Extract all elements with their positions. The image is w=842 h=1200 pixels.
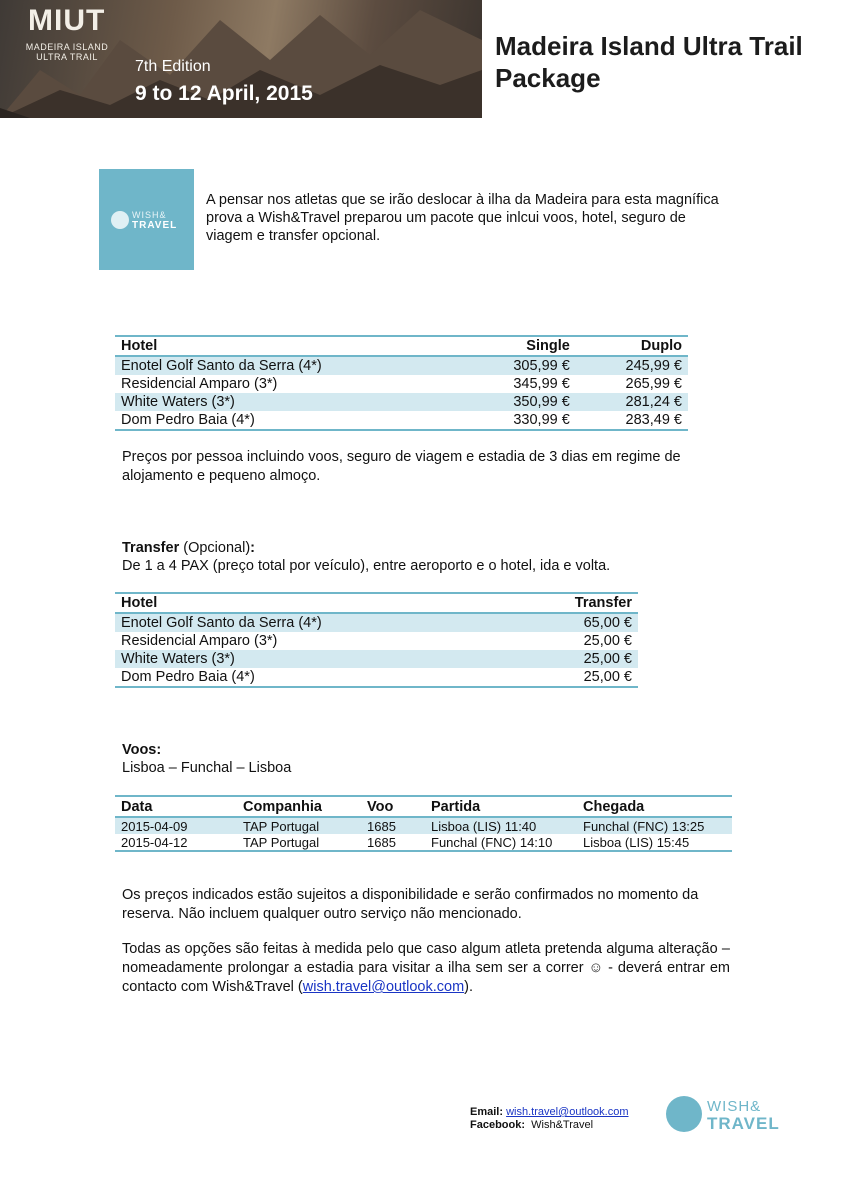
- intro-paragraph: A pensar nos atletas que se irão deslocar à ilha da Madeira para esta magnífica prova a Wish&Travel preparou um pacote que inlcui voos, hotel, seguro de viagem e transfer opcional.: [206, 192, 719, 244]
- table-row: [115, 613, 638, 632]
- hotel-name: Enotel Golf Santo da Serra (4*): [115, 613, 510, 632]
- flights-route: Lisboa – Funchal – Lisboa: [122, 760, 292, 776]
- duplo-price: 265,99 €: [625, 376, 682, 392]
- flight-arrival: Lisboa (LIS) 15:45: [583, 834, 690, 850]
- table-row: [115, 817, 732, 834]
- duplo-price: 281,24 €: [576, 393, 688, 411]
- miut-logo-sub-line1: MADEIRA ISLAND: [25, 42, 109, 52]
- flight-departure: Lisboa (LIS) 11:40: [425, 817, 577, 834]
- table-row: [115, 834, 732, 851]
- flight-date: 2015-04-09: [115, 817, 237, 834]
- transfer-description: De 1 a 4 PAX (preço total por veículo), entre aeroporto e o hotel, ida e volta.: [122, 558, 611, 574]
- flight-arrival: Funchal (FNC) 13:25: [577, 817, 732, 834]
- table-row: [115, 668, 638, 687]
- footer-email-line: [470, 1106, 629, 1119]
- hotel-name: Residencial Amparo (3*): [121, 376, 278, 392]
- col-partida: Partida: [425, 796, 577, 817]
- edition-label: 7th Edition: [135, 58, 211, 75]
- footer-logo-line2: TRAVEL: [707, 1114, 780, 1133]
- col-data: Data: [115, 796, 237, 817]
- table-row: [115, 650, 638, 668]
- disclaimer-paragraph: Os preços indicados estão sujeitos a disponibilidade e serão confirmados no momento da reserva. Não incluem qualquer outro serviço não mencionado.: [122, 887, 699, 922]
- duplo-price: 283,49 €: [625, 412, 682, 428]
- table-row: [115, 393, 688, 411]
- event-dates: 9 to 12 April, 2015: [135, 82, 313, 105]
- logo-line2: TRAVEL: [132, 220, 178, 231]
- hotel-name: Enotel Golf Santo da Serra (4*): [115, 356, 464, 375]
- table-row: [115, 632, 638, 650]
- miut-logo: [0, 0, 116, 104]
- col-duplo: Duplo: [576, 336, 688, 356]
- table-header-row: [115, 796, 732, 817]
- footer-facebook-line: [470, 1119, 629, 1132]
- wish-travel-logo-icon: [111, 211, 129, 229]
- options-text: Todas as opções são feitas à medida pelo que caso algum atleta pretenda alguma alteração – nomeadamente prolongar a estadia para visitar a ilha sem ser a correr ☺ - deverá entrar em contacto com Wish&Travel (: [122, 941, 730, 995]
- miut-logo-sub-line2: ULTRA TRAIL: [36, 52, 98, 62]
- col-companhia: Companhia: [237, 796, 361, 817]
- flight-date: 2015-04-12: [121, 834, 188, 850]
- options-paragraph: [122, 940, 730, 997]
- hotel-name: White Waters (3*): [115, 650, 510, 668]
- flight-number: 1685: [361, 817, 425, 834]
- col-voo: Voo: [361, 796, 425, 817]
- email-link[interactable]: wish.travel@outlook.com: [302, 979, 465, 995]
- footer-logo: [666, 1094, 796, 1134]
- transfer-prices-table: [115, 592, 638, 688]
- single-price: 345,99 €: [513, 376, 570, 392]
- flight-company: TAP Portugal: [237, 817, 361, 834]
- page-title: Madeira Island Ultra Trail Package: [495, 31, 803, 93]
- flight-departure: Funchal (FNC) 14:10: [431, 834, 553, 850]
- flights-heading: Voos:: [122, 742, 162, 758]
- price-note: Preços por pessoa incluindo voos, seguro de viagem e estadia de 3 dias em regime de alojamento e pequeno almoço.: [122, 449, 681, 484]
- duplo-price: 245,99 €: [576, 356, 688, 375]
- hotel-name: White Waters (3*): [115, 393, 464, 411]
- hotel-name: Dom Pedro Baia (4*): [121, 412, 255, 428]
- transfer-price: 25,00 €: [583, 669, 632, 685]
- col-single: Single: [464, 336, 576, 356]
- table-row: [115, 375, 688, 393]
- table-header-row: [115, 593, 638, 613]
- wish-travel-logo-box: [99, 169, 194, 270]
- options-text-end: ).: [464, 979, 474, 995]
- transfer-price: 25,00 €: [583, 633, 632, 649]
- hotel-name: Dom Pedro Baia (4*): [121, 669, 255, 685]
- table-row: [115, 411, 688, 430]
- single-price: 330,99 €: [513, 412, 570, 428]
- hotel-prices-table: [115, 335, 688, 431]
- logo-line1: WISH&: [132, 210, 167, 220]
- table-header-row: [115, 336, 688, 356]
- flight-number: 1685: [367, 834, 396, 850]
- miut-logo-subtitle: [22, 42, 112, 62]
- single-price: 305,99 €: [464, 356, 576, 375]
- col-hotel: Hotel: [115, 336, 464, 356]
- hotel-name: Residencial Amparo (3*): [121, 633, 278, 649]
- footer-facebook-value: Wish&Travel: [531, 1119, 594, 1131]
- col-transfer: Transfer: [510, 593, 638, 613]
- wish-travel-circle-icon: [666, 1096, 702, 1132]
- single-price: 350,99 €: [464, 393, 576, 411]
- footer-logo-line1: WISH&: [707, 1098, 762, 1115]
- footer-contacts: [470, 1106, 629, 1132]
- footer-facebook-label: Facebook:: [470, 1119, 526, 1131]
- transfer-heading-bold: Transfer: [122, 540, 180, 556]
- col-hotel: Hotel: [115, 593, 510, 613]
- transfer-heading: [122, 539, 255, 558]
- transfer-price: 65,00 €: [510, 613, 638, 632]
- flight-company: TAP Portugal: [243, 834, 320, 850]
- flights-table: [115, 795, 732, 852]
- table-row: [115, 356, 688, 375]
- col-chegada: Chegada: [577, 796, 732, 817]
- event-banner: [0, 0, 482, 118]
- miut-logo-text: MIUT: [28, 4, 106, 37]
- footer-email-label: Email:: [470, 1106, 504, 1118]
- transfer-price: 25,00 €: [510, 650, 638, 668]
- transfer-heading-colon: :: [250, 540, 255, 556]
- transfer-heading-optional: (Opcional): [179, 540, 251, 556]
- footer-email-link[interactable]: wish.travel@outlook.com: [506, 1106, 629, 1118]
